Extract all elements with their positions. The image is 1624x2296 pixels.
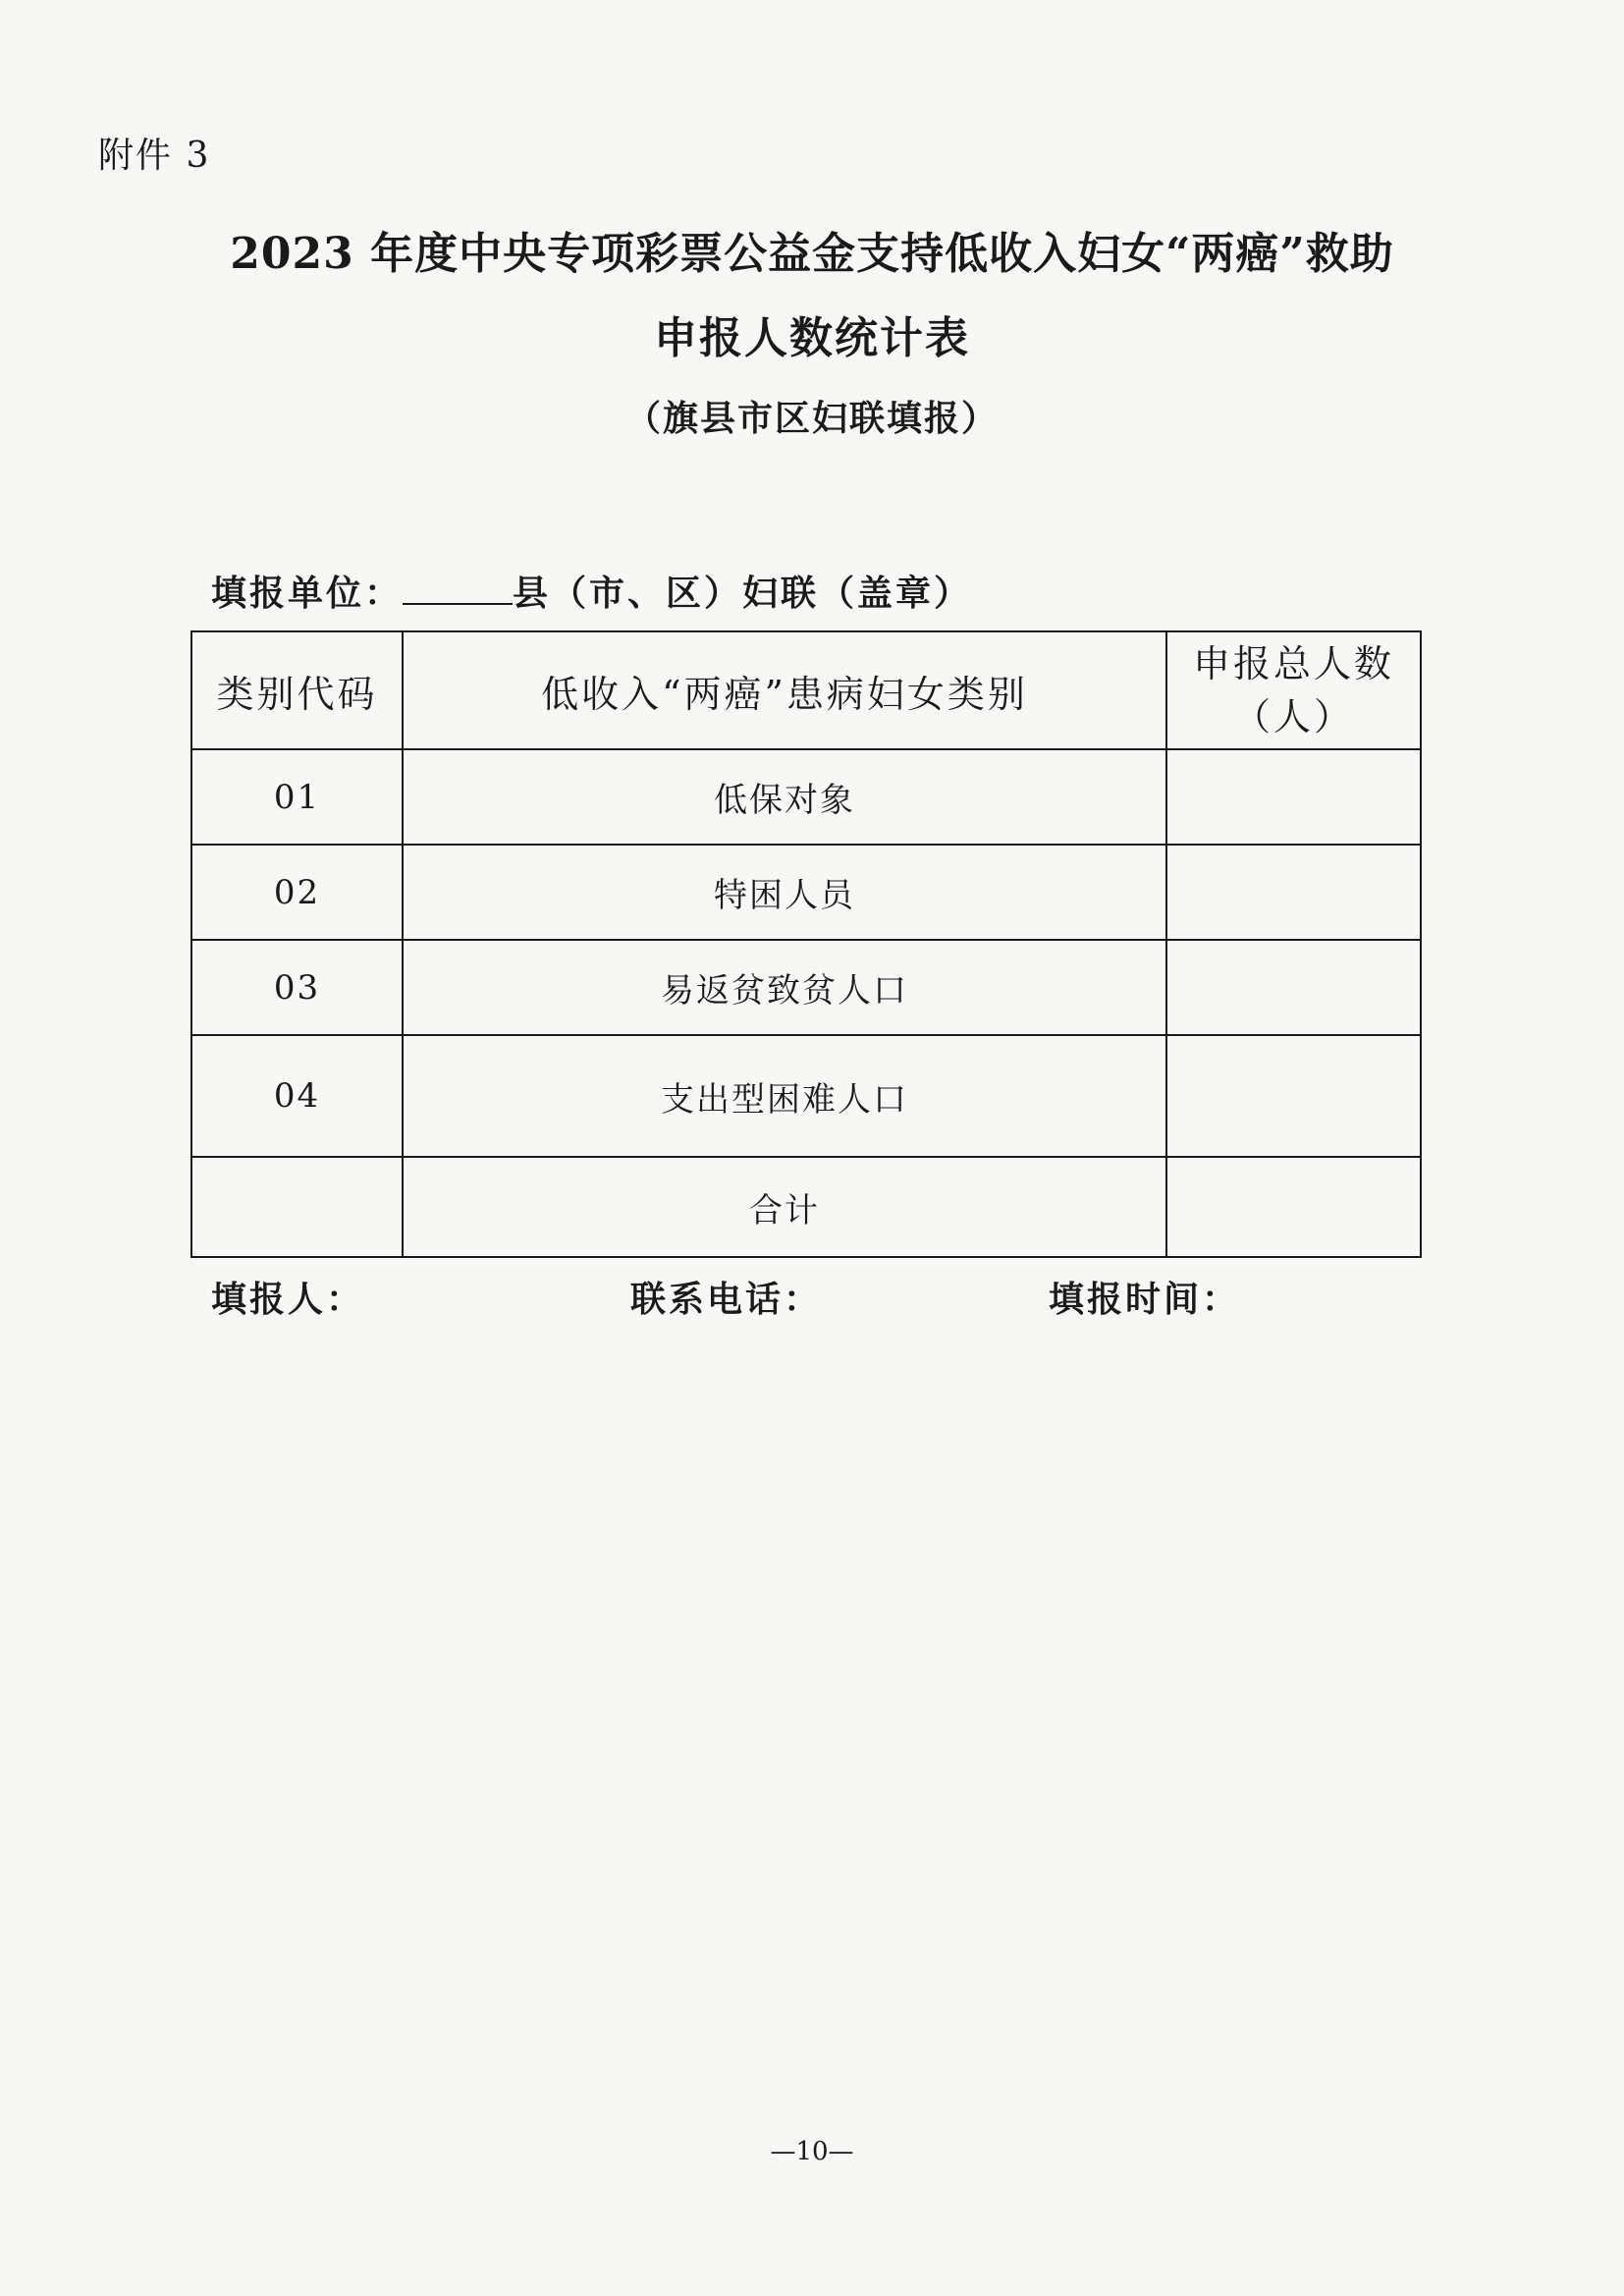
header-total-line1: 申报总人数	[1192, 642, 1394, 685]
row-total-cell[interactable]	[1166, 845, 1421, 940]
table-header-row	[191, 631, 1421, 749]
footer-filler-label: 填报人：	[211, 1279, 365, 1320]
statistics-table	[190, 630, 1422, 1258]
fill-unit-label: 填报单位：	[211, 573, 404, 614]
table-row	[191, 940, 1421, 1035]
table-row	[191, 845, 1421, 940]
row-total-cell[interactable]	[1166, 1157, 1421, 1257]
row-total-cell[interactable]	[1166, 749, 1421, 845]
fill-unit-line	[211, 566, 972, 616]
document-title-line2: 申报人数统计表	[654, 313, 970, 363]
table-row	[191, 1035, 1421, 1157]
header-code: 类别代码	[191, 631, 403, 749]
row-code	[191, 1157, 403, 1257]
row-category: 易返贫致贫人口	[403, 940, 1166, 1035]
table-row	[191, 749, 1421, 845]
row-code: 03	[191, 940, 403, 1035]
page-number: —10—	[770, 2137, 854, 2166]
header-total	[1166, 631, 1421, 749]
table-total-row	[191, 1157, 1421, 1257]
document-subtitle: （旗县市区妇联填报）	[624, 398, 999, 439]
row-category: 支出型困难人口	[403, 1035, 1166, 1157]
annex-label: 附件 3	[98, 136, 211, 176]
row-total-cell[interactable]	[1166, 1035, 1421, 1157]
row-code: 01	[191, 749, 403, 845]
row-code: 02	[191, 845, 403, 940]
row-code: 04	[191, 1035, 403, 1157]
header-total-line2: （人）	[1232, 695, 1354, 738]
fill-unit-suffix: 县（市、区）妇联（盖章）	[513, 573, 973, 614]
row-category: 特困人员	[403, 845, 1166, 940]
row-category: 低保对象	[403, 749, 1166, 845]
row-category-total: 合计	[403, 1157, 1166, 1257]
footer-phone-label: 联系电话：	[630, 1279, 823, 1320]
fill-unit-blank[interactable]	[403, 574, 513, 605]
footer-time-label: 填报时间：	[1049, 1279, 1241, 1320]
row-total-cell[interactable]	[1166, 940, 1421, 1035]
header-category: 低收入“两癌”患病妇女类别	[403, 631, 1166, 749]
document-title-line1: 2023 年度中央专项彩票公益金支持低收入妇女“两癌”救助	[230, 229, 1394, 279]
